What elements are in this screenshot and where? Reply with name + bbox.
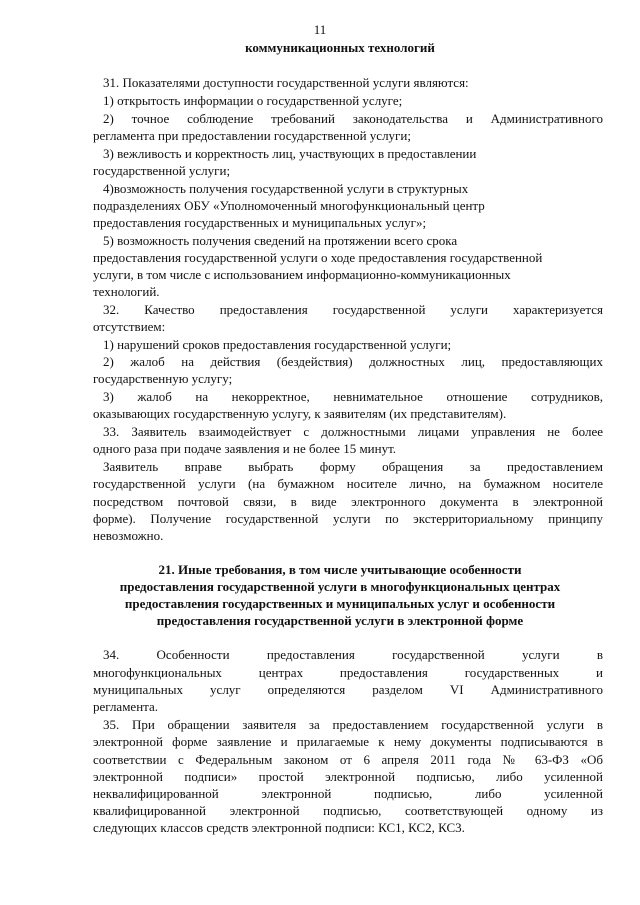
paragraph-line: 34. Особенности предоставления государственной услуги в [103, 647, 603, 662]
section-heading-line: 21. Иные требования, в том числе учитывающие особенности [158, 562, 522, 577]
paragraph-line: регламента при предоставлении государственной услуги; [93, 128, 411, 143]
paragraph-line: 35. При обращении заявителя за предоставлением государственной услуги в [103, 717, 603, 732]
paragraph-line: квалифицированной электронной подписью, соответствующей одному из [93, 803, 603, 818]
paragraph-line: государственной услуги (на бумажном носителе лично, на бумажном носителе [93, 476, 603, 491]
paragraph-line: Заявитель вправе выбрать форму обращения за предоставлением [103, 459, 603, 474]
paragraph-line: посредством почтовой связи, в виде электронного документа в электронной [93, 494, 603, 509]
paragraph-line: государственную услугу; [93, 371, 233, 386]
section-heading-line: предоставления государственной услуги в многофункциональных центрах [119, 579, 561, 594]
paragraph-line: 1) открытость информации о государственной услуге; [103, 93, 403, 108]
paragraph-line: одного раза при подаче заявления и не более 15 минут. [93, 441, 397, 456]
paragraph-line: 5) возможность получения сведений на протяжении всего срока [103, 233, 458, 248]
page-number: 11 [313, 22, 327, 37]
paragraph-line: технологий. [93, 284, 160, 299]
paragraph-line: электронной форме заявление и прилагаемые к нему документы подписываются в [93, 734, 603, 749]
paragraph-line: неквалифицированной электронной подписью, либо усиленной [93, 786, 603, 801]
paragraph-line: 2) точное соблюдение требований законодательства и Административного [103, 111, 603, 126]
section-heading-line: предоставления государственных и муниципальных услуг и особенности [124, 596, 556, 611]
paragraph-line: 33. Заявитель взаимодействует с должностными лицами управления не более [103, 424, 603, 439]
paragraph-line: муниципальных услуг определяются разделом VI Административного [93, 682, 603, 697]
paragraph-line: 1) нарушений сроков предоставления государственной услуги; [103, 337, 452, 352]
paragraph-line: следующих классов средств электронной подписи: КС1, КС2, КС3. [93, 820, 465, 835]
paragraph-line: многофункциональных центрах предоставления государственных и [93, 665, 603, 680]
paragraph-line: 31. Показателями доступности государственной услуги являются: [103, 75, 469, 90]
paragraph-line: государственной услуги; [93, 163, 231, 178]
paragraph-line: форме). Получение государственной услуги по экстерриториальному принципу [93, 511, 603, 526]
paragraph-line: регламента. [93, 699, 159, 714]
paragraph-line: подразделениях ОБУ «Уполномоченный многофункциональный центр [93, 198, 485, 213]
paragraph-line: оказывающих государственную услугу, к заявителям (их представителям). [93, 406, 507, 421]
section-heading-line: предоставления государственной услуги в электронной форме [156, 613, 524, 628]
paragraph-line: соответствии с Федеральным законом от 6 апреля 2011 года № 63-ФЗ «Об [93, 752, 603, 767]
section-heading-line: коммуникационных технологий [245, 40, 435, 55]
paragraph-line: невозможно. [93, 528, 164, 543]
paragraph-line: отсутствием: [93, 319, 166, 334]
paragraph-line: 32. Качество предоставления государственной услуги характеризуется [103, 302, 603, 317]
paragraph-line: услуги, в том числе с использованием информационно-коммуникационных [93, 267, 511, 282]
paragraph-line: 3) вежливость и корректность лиц, участвующих в предоставлении [103, 146, 477, 161]
paragraph-line: 2) жалоб на действия (бездействия) должностных лиц, предоставляющих [103, 354, 603, 369]
paragraph-line: 3) жалоб на некорректное, невнимательное отношение сотрудников, [103, 389, 603, 404]
paragraph-line: предоставления государственной услуги о ходе предоставления государственной [93, 250, 543, 265]
paragraph-line: 4)возможность получения государственной услуги в структурных [103, 181, 469, 196]
paragraph-line: предоставления государственных и муниципальных услуг»; [93, 215, 427, 230]
paragraph-line: электронной подписи» простой электронной подписью, либо усиленной [93, 769, 603, 784]
